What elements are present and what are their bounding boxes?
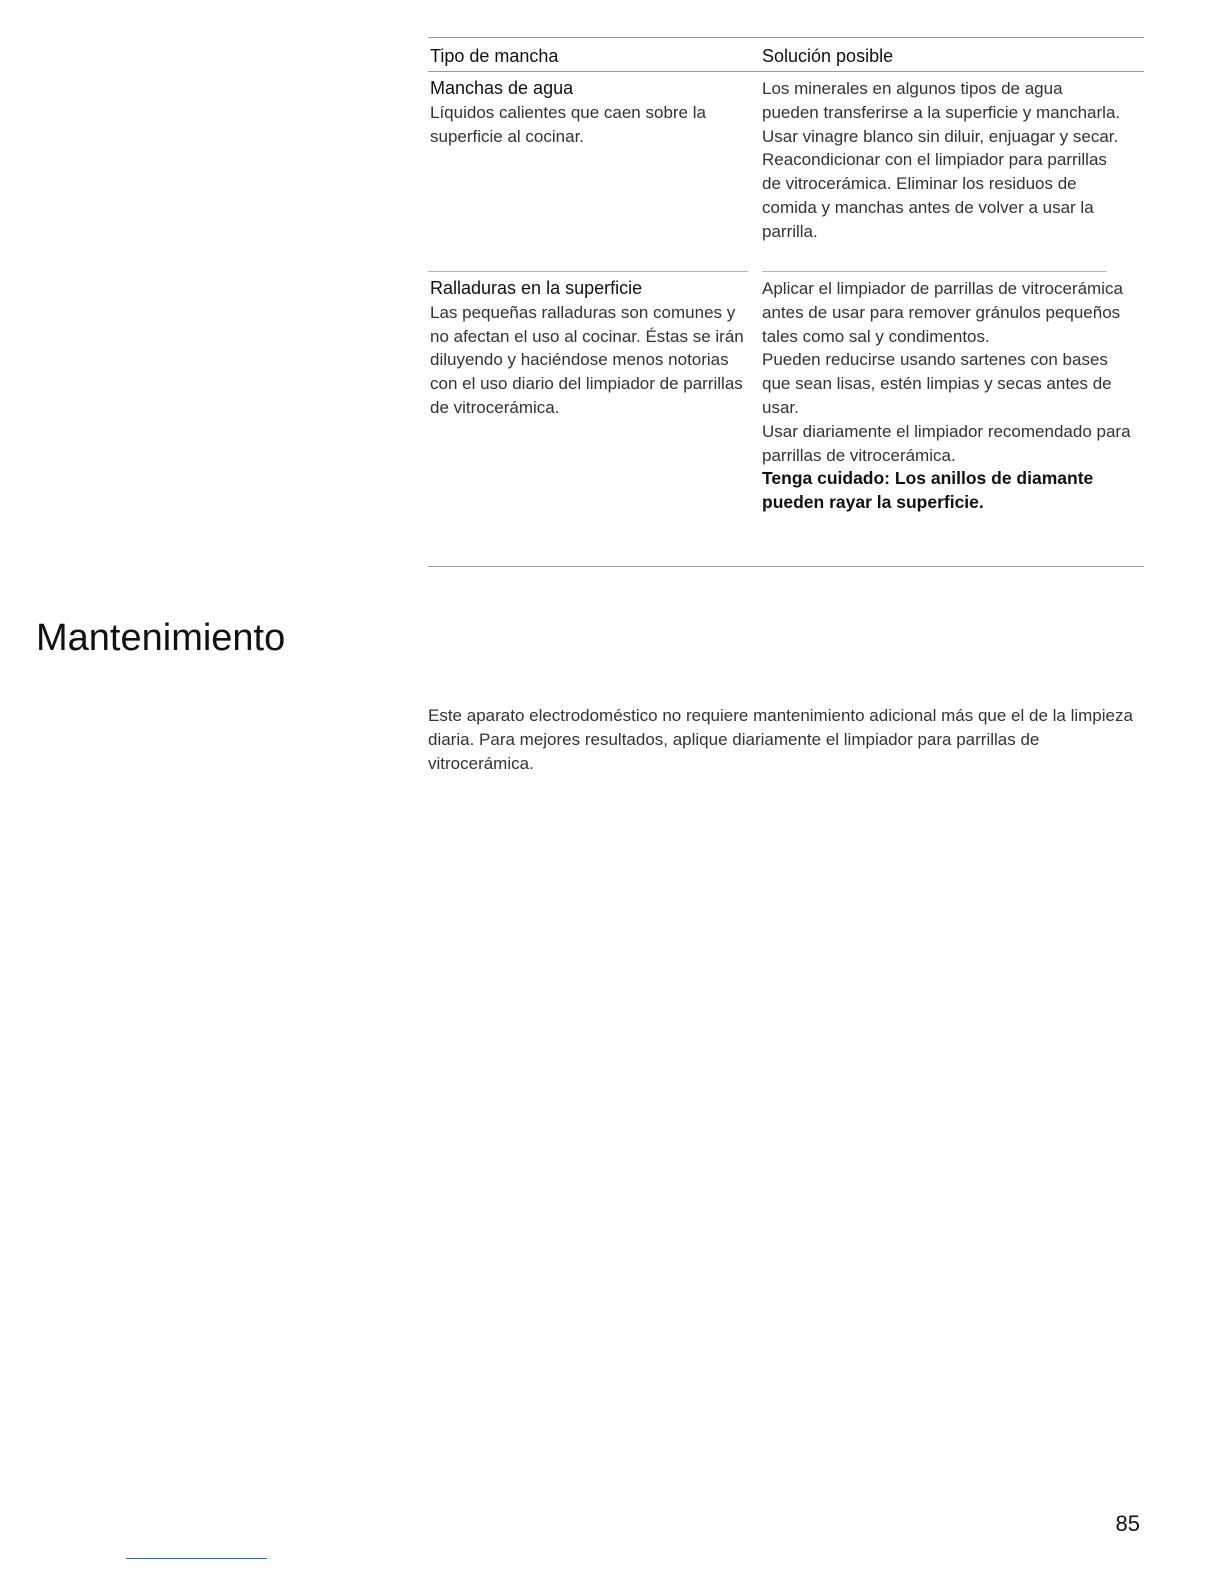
- section-title: Mantenimiento: [36, 617, 286, 659]
- row-divider-left: [428, 271, 748, 272]
- column-header-solution: Solución posible: [762, 46, 894, 66]
- stain-title: Manchas de agua: [430, 78, 574, 98]
- footer-rule: [126, 1558, 267, 1559]
- solution-paragraph: Aplicar el limpiador de parrillas de vitrocerámica antes de usar para remover gránulos pequeños tales como sal y condimentos.: [762, 279, 1123, 346]
- column-header-stain-type: Tipo de mancha: [430, 46, 559, 66]
- table-bottom-rule: [428, 566, 1144, 567]
- stain-description: Líquidos calientes que caen sobre la superficie al cocinar.: [430, 102, 706, 146]
- solution-paragraph: Usar diariamente el limpiador recomendado para parrillas de vitrocerámica.: [762, 421, 1131, 465]
- row-divider-right: [762, 271, 1107, 272]
- warning-note: Tenga cuidado: Los anillos de diamante pueden rayar la superficie.: [762, 468, 1094, 513]
- section-body-text: Este aparato electrodoméstico no requiere mantenimiento adicional más que el de la limpieza diaria. Para mejores resultados, aplique diariamente el limpiador para parrillas de vitrocerámica.: [428, 706, 1133, 773]
- stain-description: Las pequeñas ralladuras son comunes y no afectan el uso al cocinar. Éstas se irán diluyendo y haciéndose menos notorias con el uso diario del limpiador de parrillas de vitrocerámica.: [430, 302, 744, 417]
- solution-paragraph: Pueden reducirse usando sartenes con bases que sean lisas, estén limpias y secas antes de usar.: [762, 350, 1112, 417]
- table-row-1-solution: [762, 77, 1122, 244]
- table-row-1-stain: [430, 77, 750, 148]
- page-number: 85: [1115, 1511, 1140, 1536]
- table-top-rule: [428, 37, 1144, 38]
- table-row-2-solution: [762, 277, 1132, 515]
- stain-title: Ralladuras en la superficie: [430, 278, 643, 298]
- table-row-2-stain: [430, 277, 750, 420]
- solution-paragraph: Los minerales en algunos tipos de agua pueden transferirse a la superficie y mancharla. Usar vinagre blanco sin diluir, enjuagar y secar. Reacondicionar con el limpiador para parrillas de vitrocerámica. Eliminar los residuos de comida y manchas antes de volver a usar la parrilla.: [762, 79, 1121, 241]
- table-header-rule: [428, 71, 1144, 72]
